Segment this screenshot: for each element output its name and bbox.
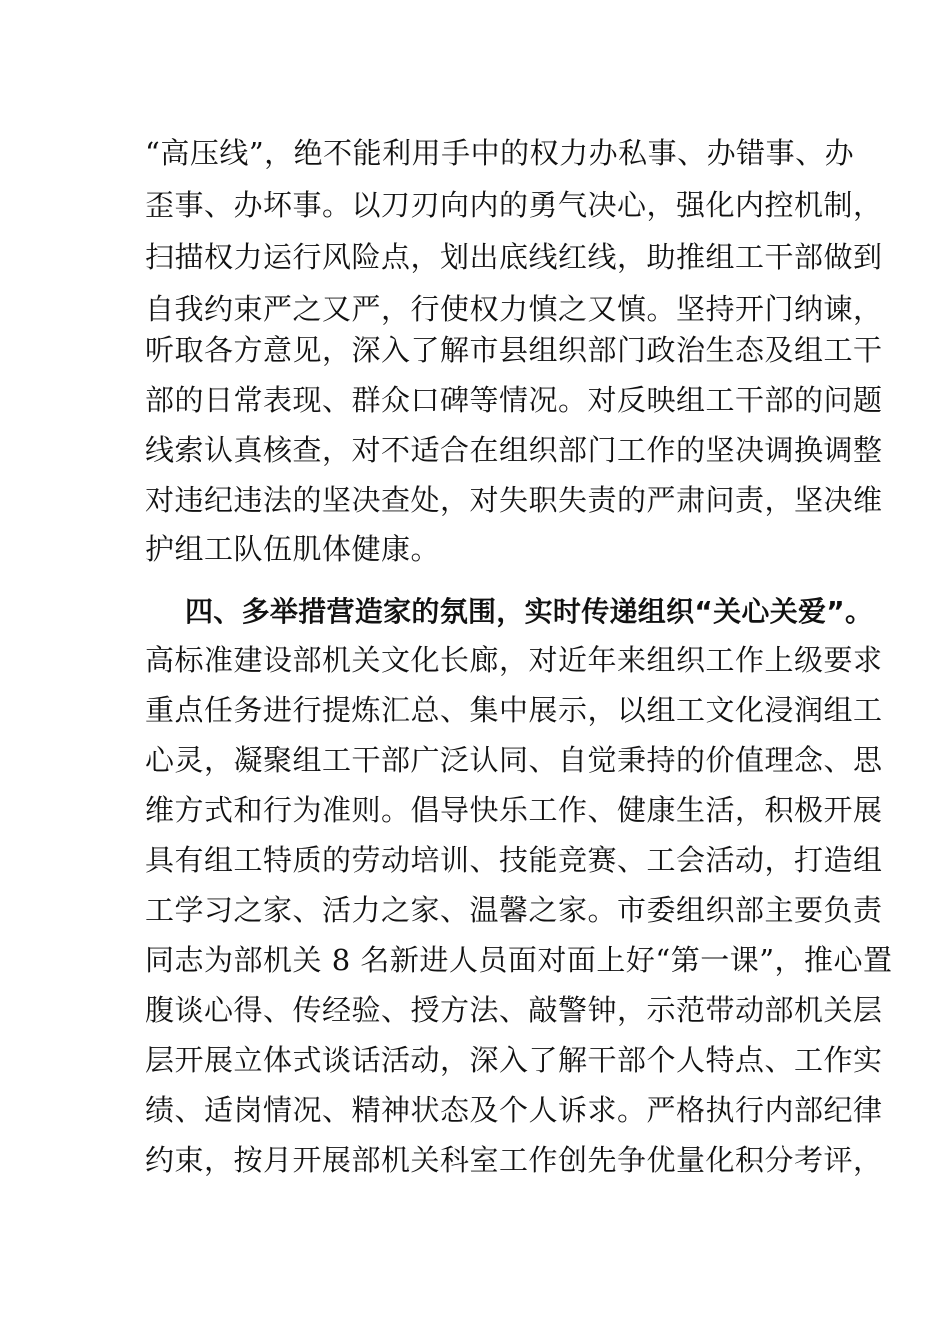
paragraph-2-line: 高标准建设部机关文化长廊，对近年来组织工作上级要求 [145,643,883,677]
paragraph-1-line: 歪事、办坏事。以刀刃向内的勇气决心，强化内控机制， [145,188,883,222]
paragraph-1-line: 扫描权力运行风险点，划出底线红线，助推组工干部做到 [145,240,883,274]
paragraph-2-line: 心灵，凝聚组工干部广泛认同、自觉秉持的价值理念、思 [145,743,883,777]
paragraph-1-line: 自我约束严之又严，行使权力慎之又慎。坚持开门纳谏， [145,292,883,326]
paragraph-2-line: 绩、适岗情况、精神状态及个人诉求。严格执行内部纪律 [145,1093,883,1127]
paragraph-2-line: 同志为部机关 8 名新进人员面对面上好“第一课”，推心置 [145,943,893,977]
paragraph-2-line: 维方式和行为准则。倡导快乐工作、健康生活，积极开展 [145,793,883,827]
paragraph-1-line: 听取各方意见，深入了解市县组织部门政治生态及组工干 [145,333,883,367]
paragraph-2-line: 腹谈心得、传经验、授方法、敲警钟，示范带动部机关层 [145,993,883,1027]
paragraph-2-line: 具有组工特质的劳动培训、技能竞赛、工会活动，打造组 [145,843,883,877]
paragraph-1-line: 部的日常表现、群众口碑等情况。对反映组工干部的问题 [145,383,883,417]
paragraph-2-line: 重点任务进行提炼汇总、集中展示，以组工文化浸润组工 [145,693,883,727]
paragraph-2-line: 约束，按月开展部机关科室工作创先争优量化积分考评， [145,1143,883,1177]
paragraph-1-line: 线索认真核查，对不适合在组织部门工作的坚决调换调整 [145,433,883,467]
paragraph-2-line: 工学习之家、活力之家、温馨之家。市委组织部主要负责 [145,893,883,927]
paragraph-1-line: “高压线”，绝不能利用手中的权力办私事、办错事、办 [145,136,855,170]
paragraph-1-line: 护组工队伍肌体健康。 [145,532,441,566]
section-heading: 四、多举措营造家的氛围，实时传递组织“关心关爱”。 [185,595,874,628]
paragraph-2-line: 层开展立体式谈话活动，深入了解干部个人特点、工作实 [145,1043,883,1077]
paragraph-1-line: 对违纪违法的坚决查处，对失职失责的严肃问责，坚决维 [145,483,883,517]
